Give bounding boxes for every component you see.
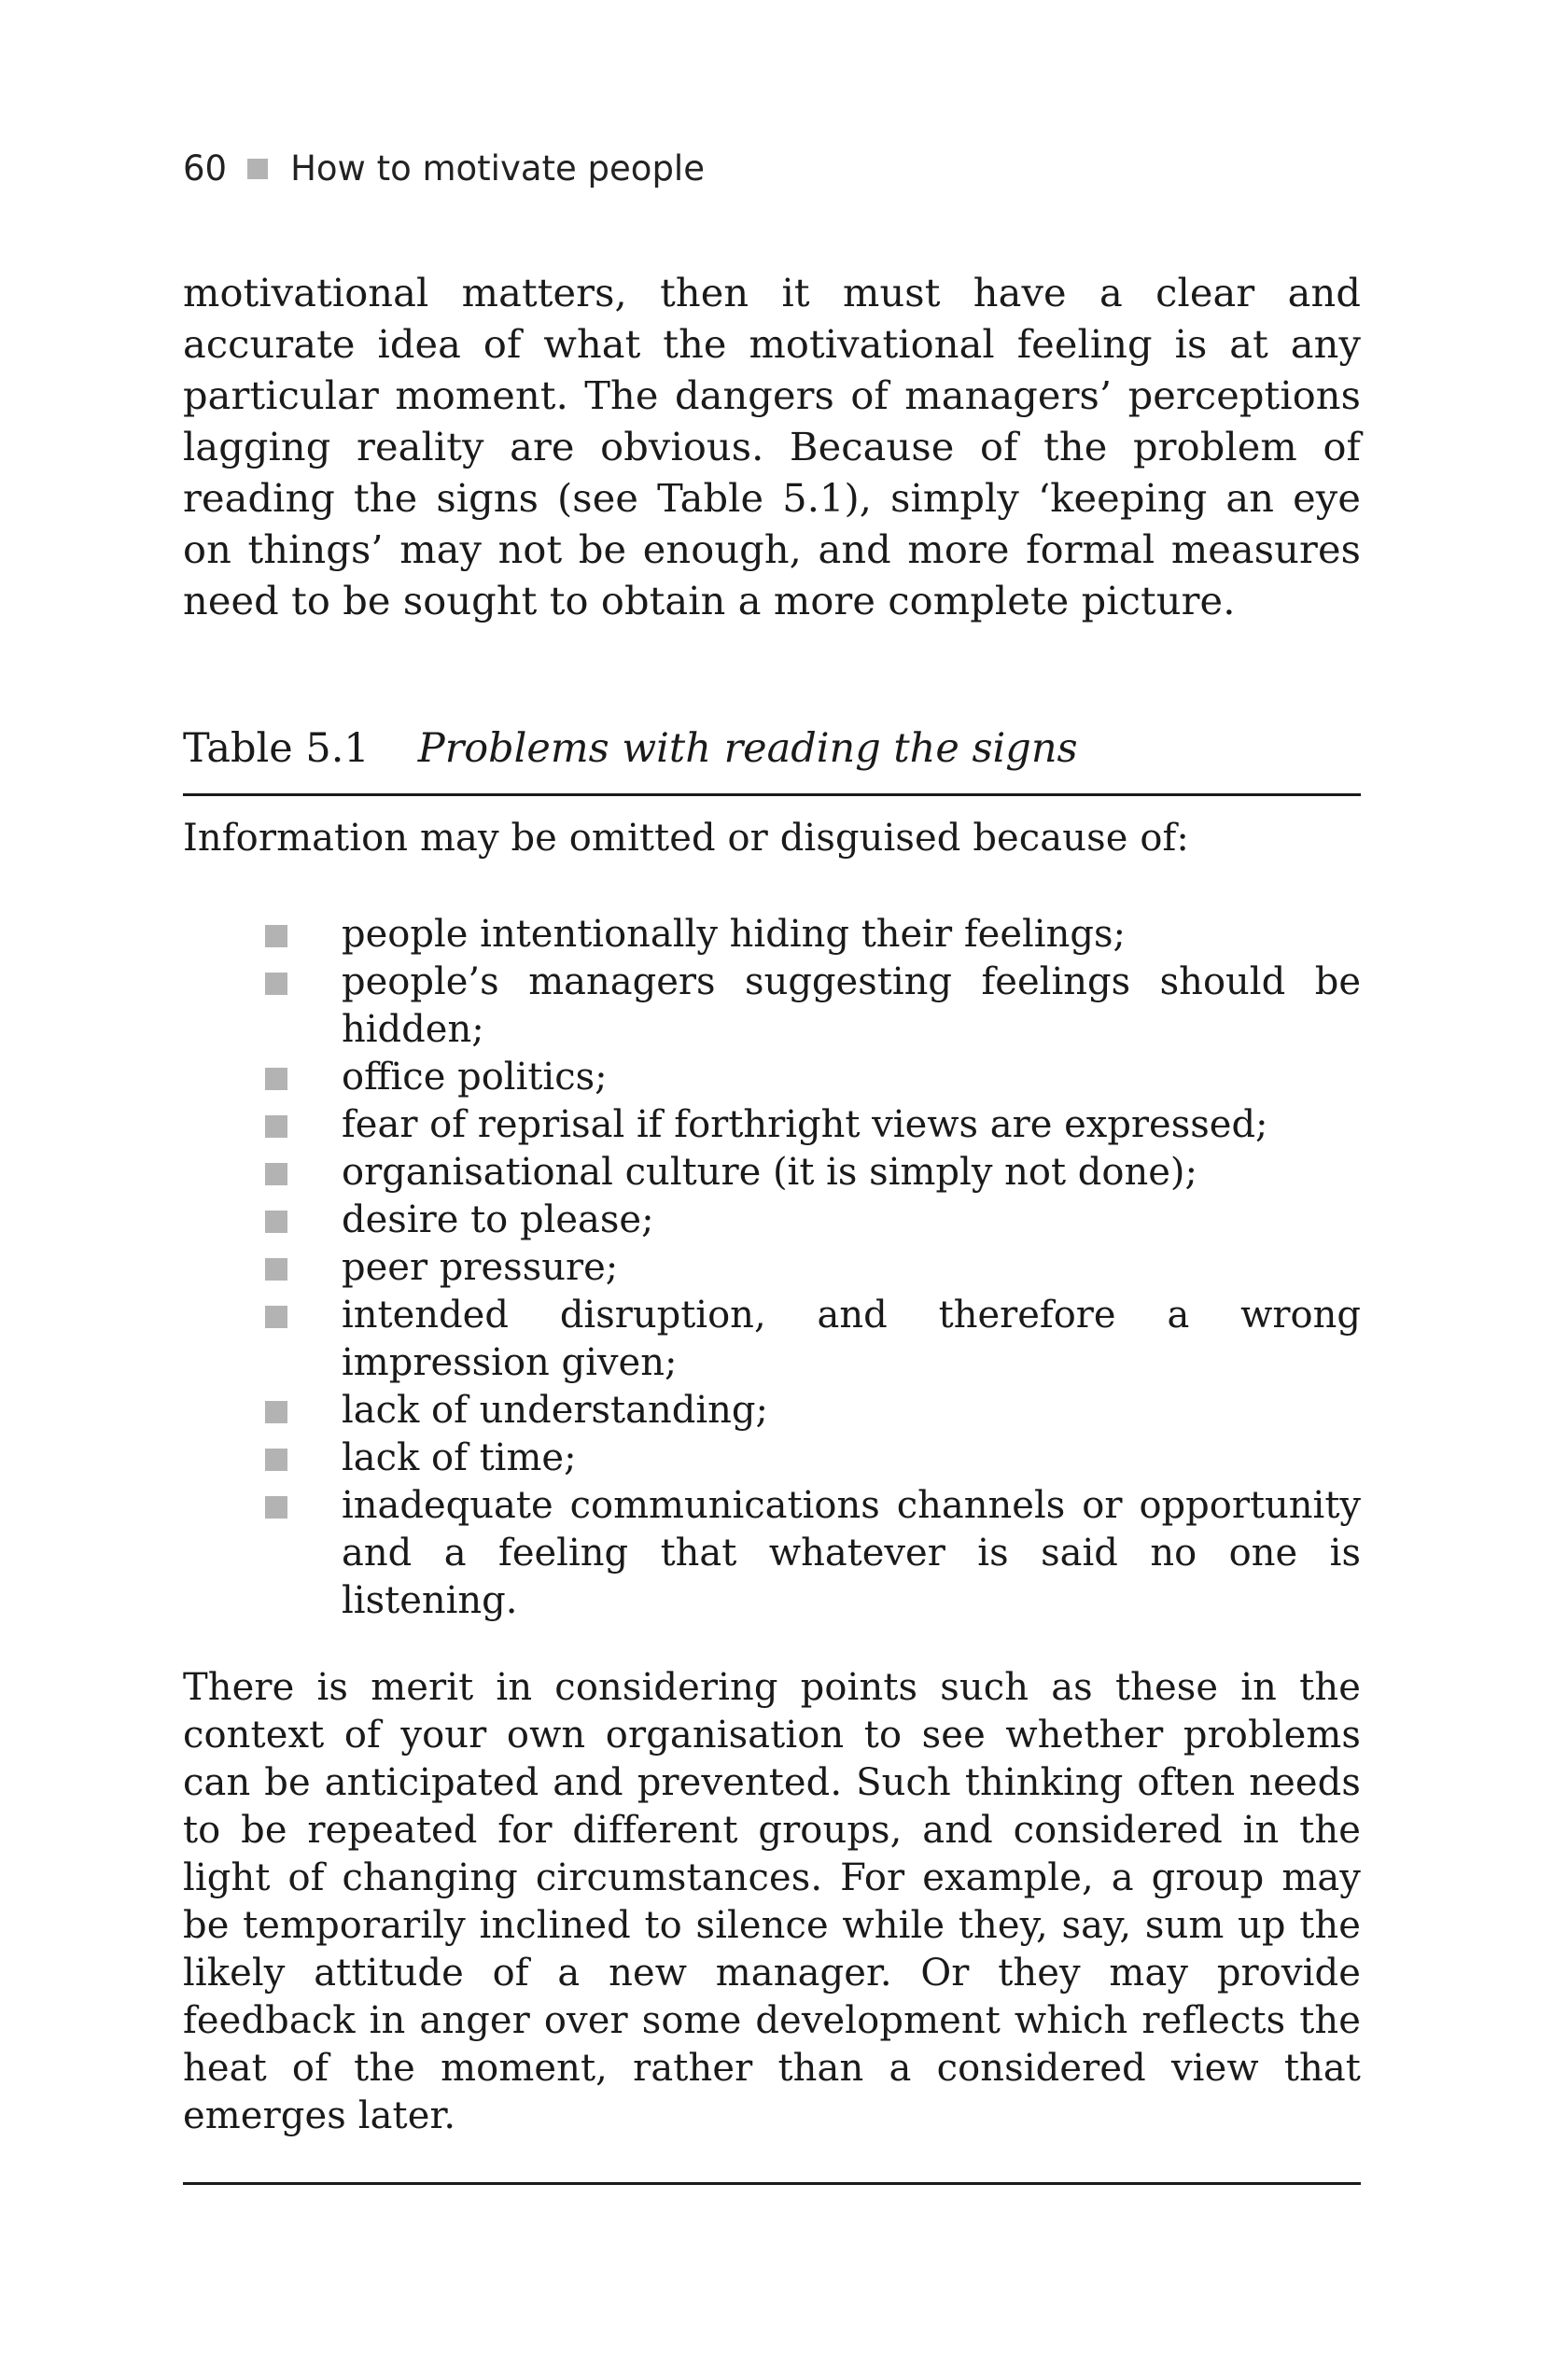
list-item-text: fear of reprisal if forthright views are expressed; <box>342 1103 1268 1146</box>
list-item <box>183 1244 1361 1292</box>
table-bottom-rule <box>183 2182 1361 2185</box>
list-item <box>183 1292 1361 1387</box>
list-item <box>183 1387 1361 1435</box>
running-head-title: How to motivate people <box>290 148 705 189</box>
list-item-text: people intentionally hiding their feelings; <box>342 913 1126 956</box>
list-item-text: desire to please; <box>342 1198 654 1241</box>
list-item-text: inadequate communications channels or opportunity and a feeling that whatever is said no one is listening. <box>342 1484 1361 1622</box>
list-item <box>183 1149 1361 1197</box>
list-item-text: lack of understanding; <box>342 1389 768 1432</box>
square-bullet-icon <box>265 1449 287 1471</box>
list-item <box>183 1197 1361 1244</box>
square-bullet-icon <box>265 1496 287 1519</box>
table-label: Table 5.1 <box>183 725 370 772</box>
list-item <box>183 1482 1361 1625</box>
intro-paragraph: motivational matters, then it must have a clear and accurate idea of what the motivational feeling is at any particular moment. The dangers of managers’ perceptions lagging reality are obvious. Because of the problem of reading the signs (see Table 5.1), simply ‘keeping an eye on things’ may not be enough, and more formal measures need to be sought to obtain a more complete picture. <box>183 270 1361 623</box>
running-head <box>183 149 1361 189</box>
list-item <box>183 1054 1361 1101</box>
page-number: 60 <box>183 148 228 189</box>
square-bullet-icon <box>247 159 268 179</box>
list-item-text: people’s managers suggesting feelings should be hidden; <box>342 960 1361 1051</box>
table-lead-text: Information may be omitted or disguised because of: <box>183 817 1189 860</box>
square-bullet-icon <box>265 1211 287 1233</box>
square-bullet-icon <box>265 1163 287 1185</box>
list-item-text: office politics; <box>342 1056 608 1099</box>
table-caption: Problems with reading the signs <box>417 725 1078 772</box>
list-item <box>183 1101 1361 1149</box>
square-bullet-icon <box>265 1115 287 1138</box>
square-bullet-icon <box>265 1068 287 1090</box>
closing-paragraph: There is merit in considering points such as these in the context of your own organisation to see whether problems can be anticipated and prevented. Such thinking often needs to be repeated for different groups, and considered in the light of changing circumstances. For example, a group may be temporarily inclined to silence while they, say, sum up the likely attitude of a new manager. Or they may provide feedback in anger over some development which reflects the heat of the moment, rather than a considered view that emerges later. <box>183 1666 1361 2137</box>
square-bullet-icon <box>265 1401 287 1423</box>
book-page <box>183 149 1361 2185</box>
list-item <box>183 911 1361 959</box>
square-bullet-icon <box>265 925 287 947</box>
list-item-text: intended disruption, and therefore a wrong impression given; <box>342 1294 1361 1384</box>
list-item-text: peer pressure; <box>342 1246 619 1289</box>
square-bullet-icon <box>265 1306 287 1328</box>
list-item <box>183 1435 1361 1482</box>
list-item-text: lack of time; <box>342 1436 577 1479</box>
table-top-rule <box>183 793 1361 796</box>
square-bullet-icon <box>265 973 287 995</box>
square-bullet-icon <box>265 1258 287 1281</box>
list-item-text: organisational culture (it is simply not done); <box>342 1151 1197 1194</box>
list-item <box>183 959 1361 1054</box>
signs-list <box>183 911 1361 1625</box>
table-title <box>183 722 1361 775</box>
